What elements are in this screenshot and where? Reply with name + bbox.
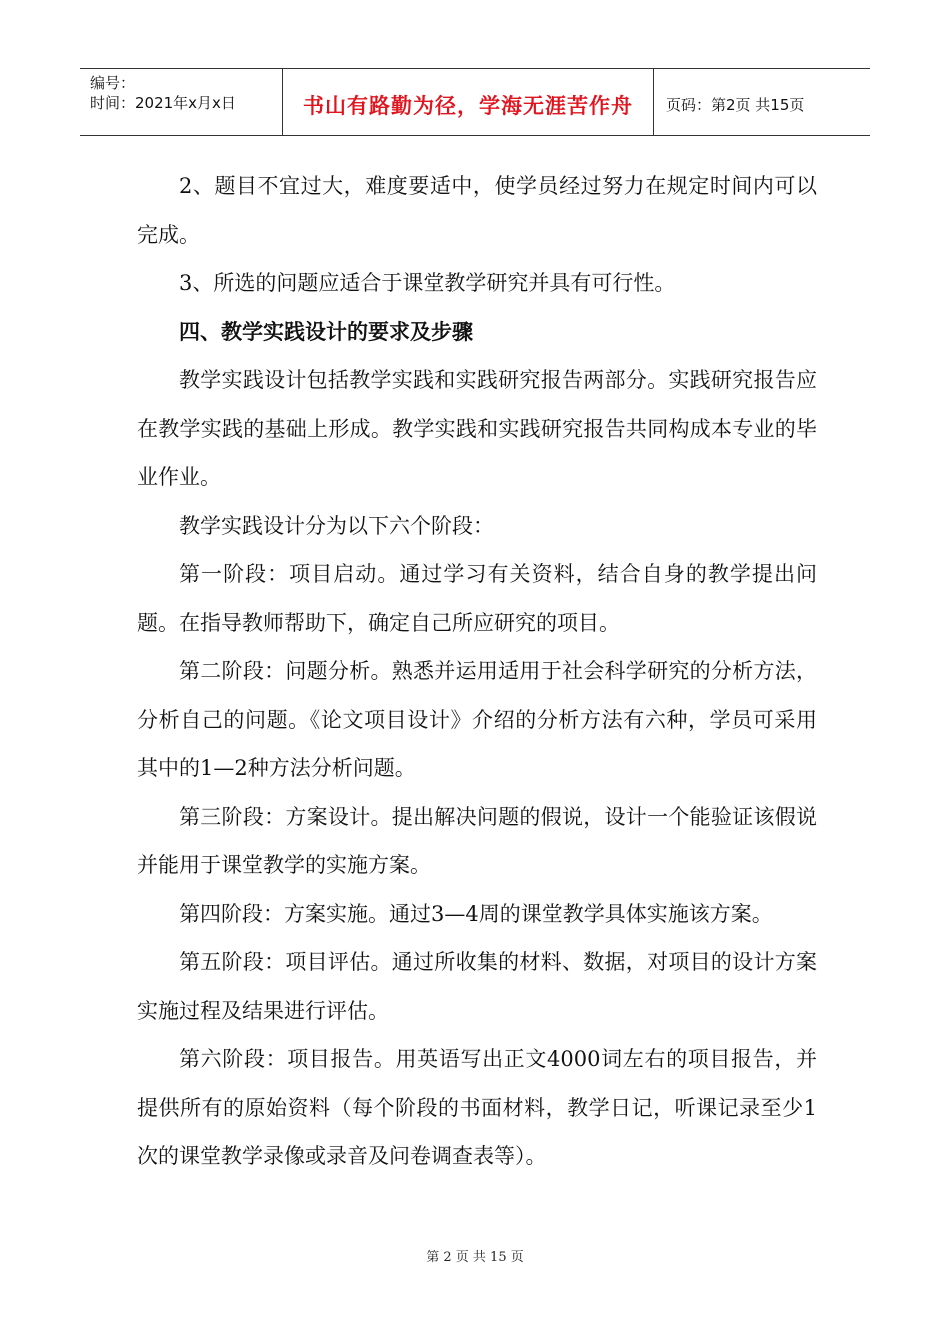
paragraph-stage-1: 第一阶段：项目启动。通过学习有关资料，结合自身的教学提出问题。在指导教师帮助下，确定自己所应研究的项目。 bbox=[137, 562, 817, 635]
document-date-label: 时间：2021年x月x日 bbox=[90, 94, 236, 112]
page-footer: 第 2 页 共 15 页 bbox=[426, 1250, 524, 1265]
header-page-cell bbox=[654, 69, 870, 135]
document-number-label: 编号： bbox=[90, 74, 136, 92]
paragraph-stage-3: 第三阶段：方案设计。提出解决问题的假说，设计一个能验证该假说并能用于课堂教学的实施方案。 bbox=[137, 804, 817, 877]
paragraph-stage-6: 第六阶段：项目报告。用英语写出正文4000词左右的项目报告，并提供所有的原始资料（每个阶段的书面材料，教学日记，听课记录至少1次的课堂教学录像或录音及问卷调查表等）。 bbox=[137, 1047, 817, 1168]
section-heading: 四、教学实践设计的要求及步骤 bbox=[179, 319, 473, 344]
document-body bbox=[137, 162, 817, 1181]
paragraph-intro: 教学实践设计包括教学实践和实践研究报告两部分。实践研究报告应在教学实践的基础上形成。教学实践和实践研究报告共同构成本专业的毕业作业。 bbox=[137, 368, 817, 489]
header-motto-cell bbox=[283, 69, 654, 135]
paragraph-stage-2: 第二阶段：问题分析。熟悉并运用适用于社会科学研究的分析方法，分析自己的问题。《论文项目设计》介绍的分析方法有六种，学员可采用其中的1—2种方法分析问题。 bbox=[137, 659, 817, 780]
paragraph-stage-5: 第五阶段：项目评估。通过所收集的材料、数据，对项目的设计方案实施过程及结果进行评估。 bbox=[137, 950, 817, 1023]
header-motto: 书山有路勤为径，学海无涯苦作舟 bbox=[303, 94, 633, 118]
paragraph-item-3: 3、所选的问题应适合于课堂教学研究并具有可行性。 bbox=[179, 271, 676, 295]
header-meta bbox=[80, 69, 283, 135]
header-page-number: 页码：第2页 共15页 bbox=[666, 95, 805, 114]
paragraph-item-2: 2、题目不宜过大，难度要适中，使学员经过努力在规定时间内可以完成。 bbox=[137, 174, 817, 247]
paragraph-stage-4: 第四阶段：方案实施。通过3—4周的课堂教学具体实施该方案。 bbox=[179, 901, 773, 926]
paragraph-stages-lead: 教学实践设计分为以下六个阶段： bbox=[179, 513, 494, 538]
page-header bbox=[80, 68, 870, 136]
